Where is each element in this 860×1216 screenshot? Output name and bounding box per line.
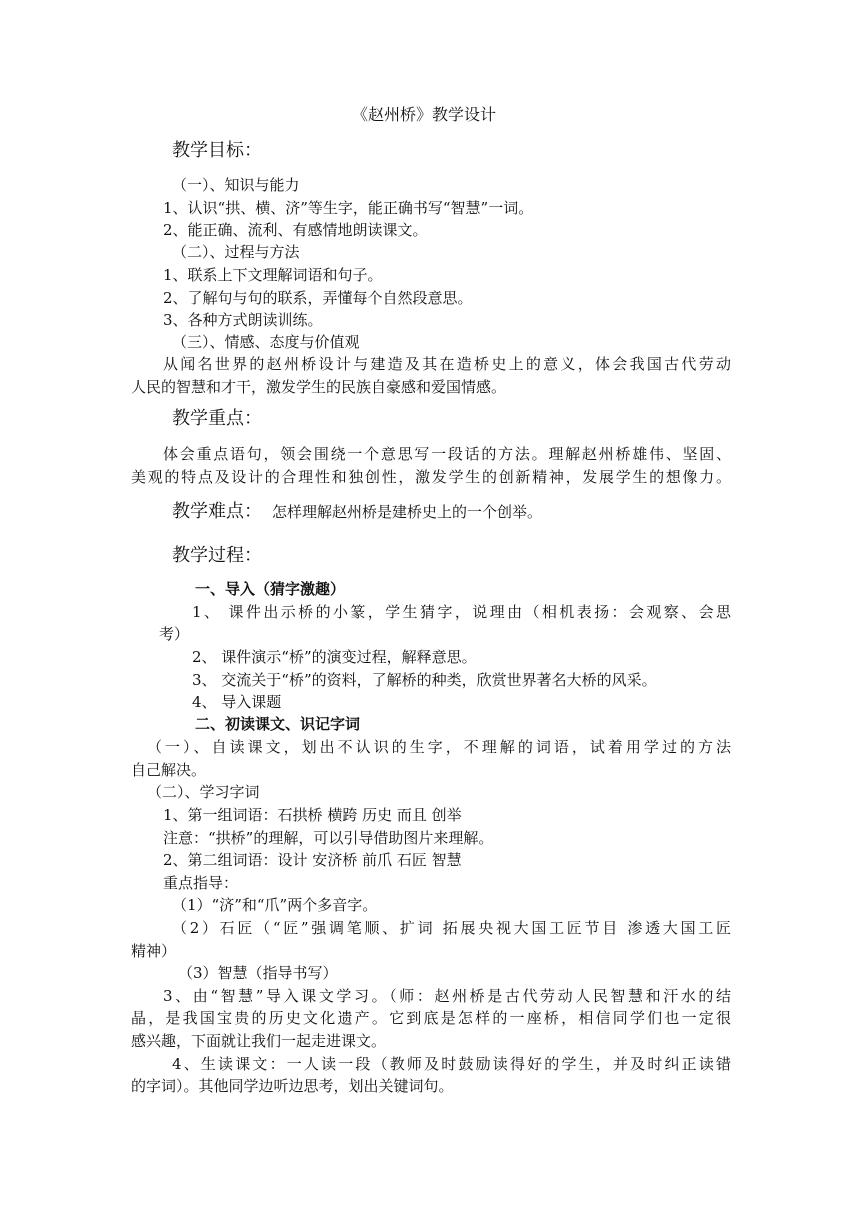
process-part-1-title: 一、导入（猜字激趣） bbox=[195, 580, 346, 598]
process-line: 2、第二组词语：设计 安济桥 前爪 石匠 智慧 bbox=[163, 851, 462, 869]
difficulty-text: 怎样理解赵州桥是建桥史上的一个创举。 bbox=[272, 503, 543, 521]
process-part-2-title: 二、初读课文、识记字词 bbox=[195, 715, 361, 733]
objectives-item: 2、能正确、流利、有感情地朗读课文。 bbox=[163, 221, 428, 239]
process-line: （3）智慧（指导书写） bbox=[178, 964, 338, 982]
objectives-item: 3、各种方式朗读训练。 bbox=[163, 311, 323, 329]
process-line: 自己解决。 bbox=[131, 761, 207, 779]
key-points-heading: 教学重点： bbox=[172, 408, 262, 429]
objectives-paragraph-line: 从闻名世界的赵州桥设计与建造及其在造桥史上的意义，体会我国古代劳动 bbox=[163, 355, 731, 373]
objectives-item: 1、联系上下文理解词语和句子。 bbox=[163, 266, 383, 284]
process-heading: 教学过程： bbox=[172, 545, 262, 566]
process-line: 4、生读课文：一人读一段（教师及时鼓励读得好的学生，并及时纠正读错 bbox=[172, 1055, 731, 1073]
objectives-item: 1、认识“拱、横、济”等生字，能正确书写“智慧”一词。 bbox=[163, 199, 534, 217]
objectives-paragraph-line: 人民的智慧和才干，激发学生的民族自豪感和爱国情感。 bbox=[131, 378, 507, 396]
process-line: 注意：“拱桥”的理解，可以引导借助图片来理解。 bbox=[163, 829, 494, 847]
objectives-section-3-title: （三）、情感、态度与价值观 bbox=[172, 333, 360, 351]
key-points-line: 美观的特点及设计的合理性和独创性，激发学生的创新精神，发展学生的想像力。 bbox=[131, 468, 731, 486]
process-line: 1、 课件出示桥的小篆，学生猜字，说理由（相机表扬：会观察、会思 bbox=[192, 603, 731, 621]
process-line: 3、由“智慧”导入课文学习。（师：赵州桥是古代劳动人民智慧和汗水的结 bbox=[163, 987, 731, 1005]
process-line: （2）石匠（“匠”强调笔顺、扩词 拓展央视大国工匠节目 渗透大国工匠 bbox=[172, 919, 731, 937]
objectives-section-2-title: （二）、过程与方法 bbox=[172, 243, 300, 261]
process-line: （一）、自读课文，划出不认识的生字，不理解的词语，试着用学过的方法 bbox=[147, 738, 731, 756]
objectives-item: 2、了解句与句的联系，弄懂每个自然段意思。 bbox=[163, 289, 473, 307]
objectives-section-1-title: （一）、知识与能力 bbox=[172, 176, 300, 194]
process-line: 2、 课件演示“桥”的演变过程，解释意思。 bbox=[192, 648, 477, 666]
process-line: 的字词）。其他同学边听边思考，划出关键词句。 bbox=[131, 1077, 454, 1095]
process-line: 4、 导入课题 bbox=[192, 693, 282, 711]
document-title: 《赵州桥》教学设计 bbox=[352, 105, 497, 124]
process-line: 精神） bbox=[131, 942, 177, 960]
process-line: 3、 交流关于“桥”的资料，了解桥的种类，欣赏世界著名大桥的风采。 bbox=[192, 671, 657, 689]
process-line: 1、第一组词语：石拱桥 横跨 历史 而且 创举 bbox=[163, 806, 462, 824]
process-line: （二）、学习字词 bbox=[147, 783, 260, 801]
process-line: 考） bbox=[159, 625, 190, 643]
process-line: 感兴趣，下面就让我们一起走进课文。 bbox=[131, 1032, 387, 1050]
objectives-heading: 教学目标： bbox=[172, 140, 262, 161]
process-line: 重点指导： bbox=[163, 874, 239, 892]
process-line: 晶，是我国宝贵的历史文化遗产。它到底是怎样的一座桥，相信同学们也一定很 bbox=[131, 1009, 731, 1027]
key-points-line: 体会重点语句，领会围绕一个意思写一段话的方法。理解赵州桥雄伟、坚固、 bbox=[163, 445, 731, 463]
difficulty-heading: 教学难点： bbox=[172, 501, 262, 522]
process-line: （1）“济”和“爪”两个多音字。 bbox=[172, 896, 378, 914]
